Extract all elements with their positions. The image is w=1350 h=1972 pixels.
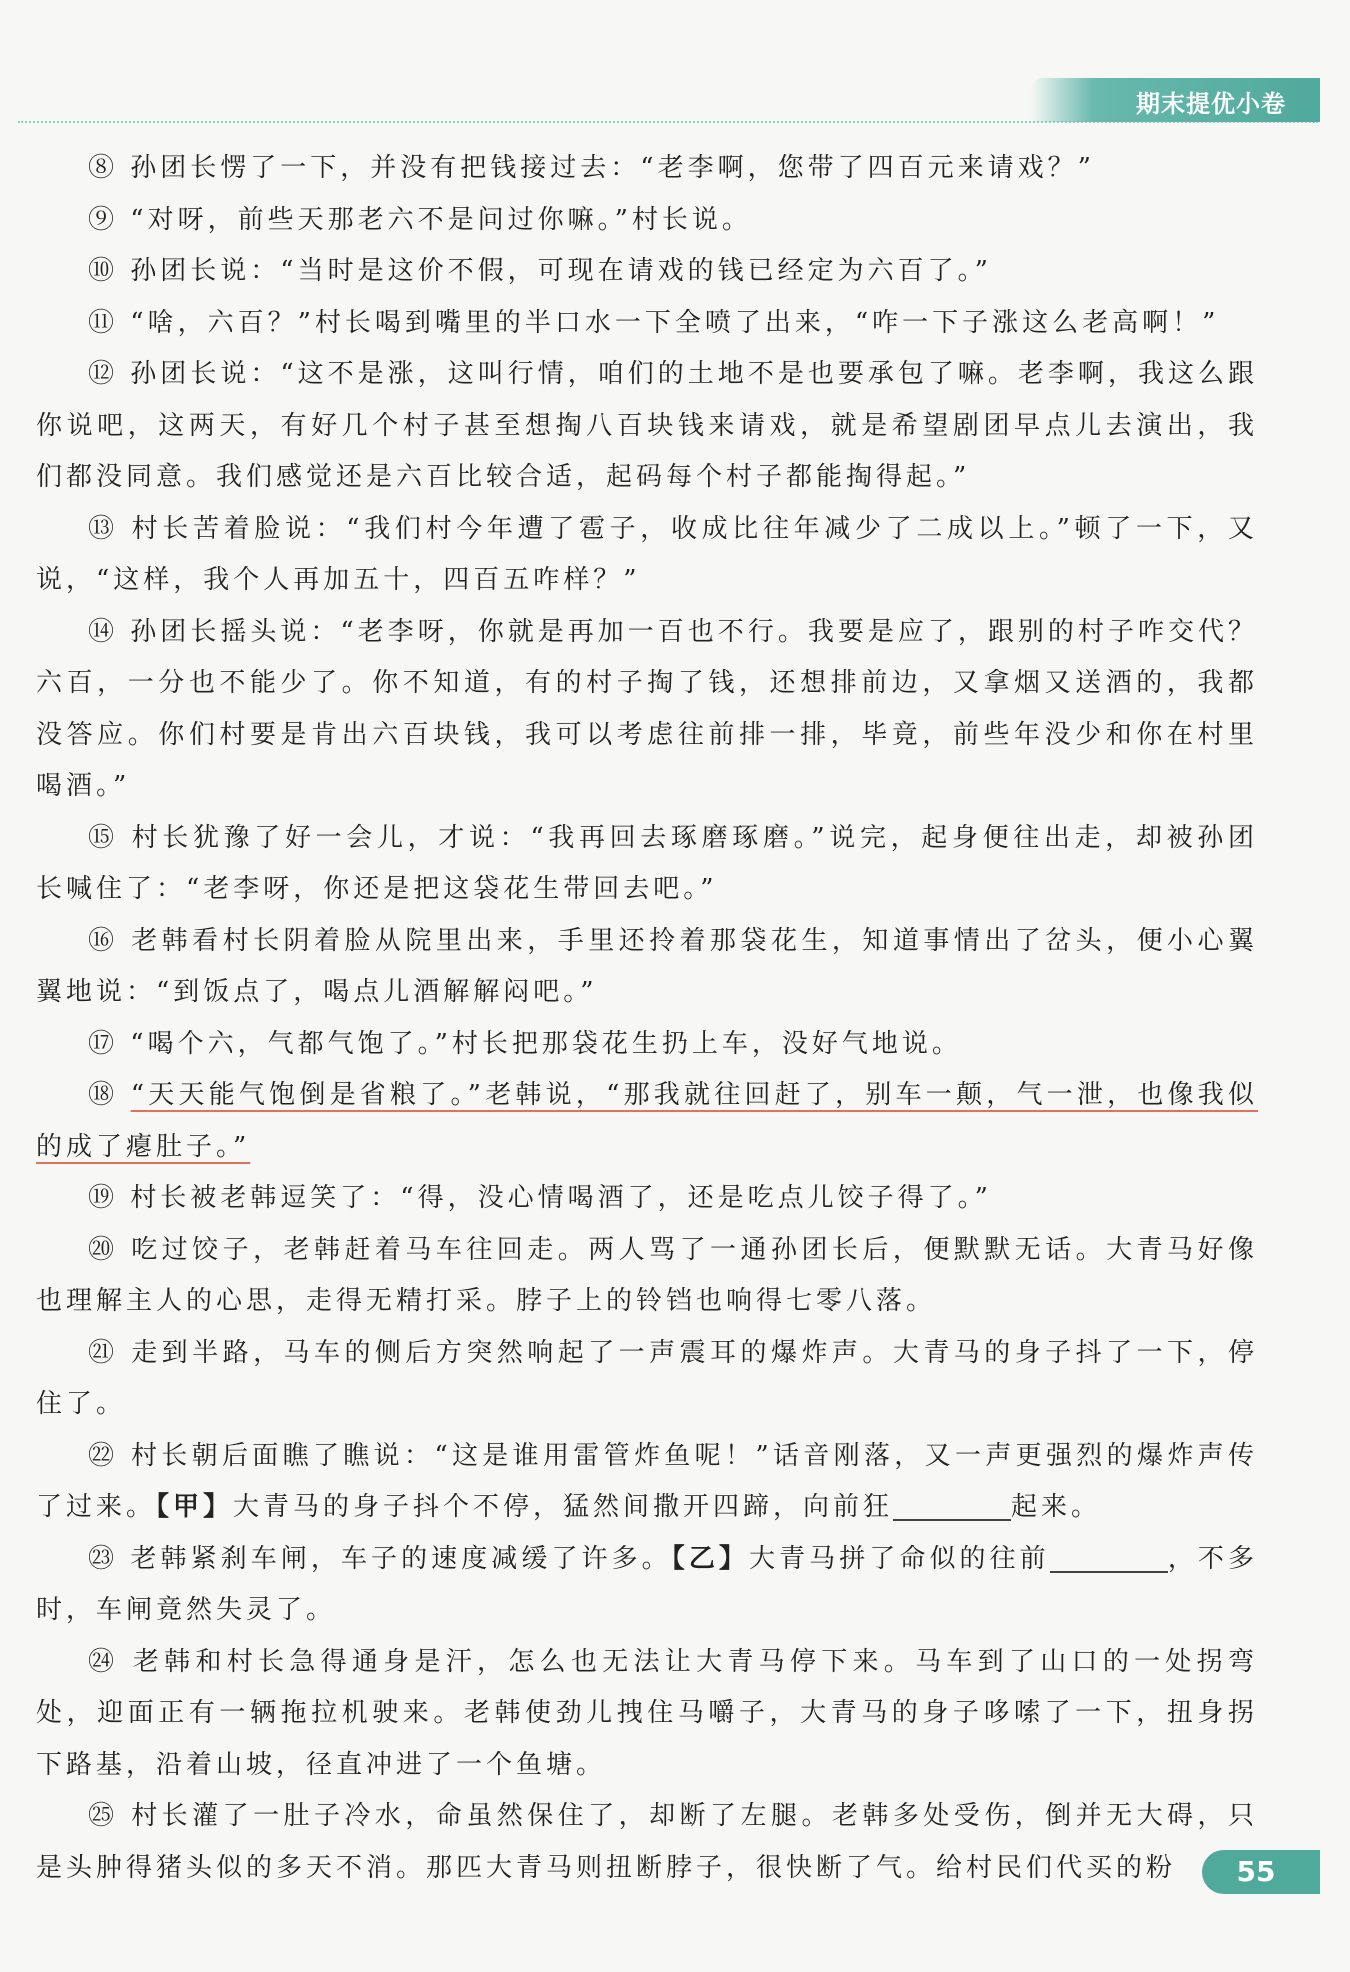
section-tab bbox=[1030, 78, 1320, 122]
paragraph-number: ⑳ bbox=[88, 1234, 119, 1265]
paragraph-16 bbox=[36, 916, 1258, 1019]
paragraph-number: ㉕ bbox=[88, 1801, 119, 1831]
paragraph-18 bbox=[36, 1070, 1258, 1173]
paragraph-20 bbox=[36, 1225, 1258, 1328]
paragraph-9 bbox=[36, 195, 1258, 247]
article-body bbox=[36, 143, 1258, 1894]
paragraph-22 bbox=[36, 1431, 1258, 1534]
underlined-sentence: “天天能气饱倒是省粮了。”老韩说，“那我就往回赶了，别车一颠，气一泄，也像我似的成了瘪肚子。” bbox=[36, 1080, 1258, 1162]
paragraph-15 bbox=[36, 813, 1258, 916]
paragraph-number: ㉒ bbox=[88, 1440, 119, 1471]
paragraph-number: ⑭ bbox=[88, 616, 119, 647]
paragraph-text: 村长苦着脸说：“我们村今年遭了雹子，收成比往年减少了二成以上。”顿了一下，又说，“这样，我个人再加五十，四百五咋样？” bbox=[36, 513, 1258, 595]
section-tab-label: 期末提优小卷 bbox=[1136, 90, 1286, 118]
paragraph-10 bbox=[36, 246, 1258, 298]
paragraph-text: 老韩和村长急得通身是汗，怎么也无法让大青马停下来。马车到了山口的一处拐弯处，迎面正有一辆拖拉机驶来。老韩使劲儿拽住马嚼子，大青马的身子哆嗦了一下，扭身拐下路基，沿着山坡，径直冲进了一个鱼塘。 bbox=[36, 1646, 1258, 1780]
paragraph-number: ⑩ bbox=[88, 256, 119, 286]
fill-in-blank[interactable] bbox=[1050, 1541, 1168, 1573]
paragraph-number: ⑮ bbox=[88, 822, 119, 853]
paragraph-text: “啥，六百？”村长喝到嘴里的半口水一下全喷了出来，“咋一下子涨这么老高啊！” bbox=[130, 307, 1220, 338]
paragraph-text: 大青马拼了命似的往前 bbox=[749, 1543, 1050, 1574]
paragraph-text: 村长犹豫了好一会儿，才说：“我再回去琢磨琢磨。”说完，起身便往出走，却被孙团长喊住了：“老李呀，你还是把这袋花生带回去吧。” bbox=[36, 822, 1258, 904]
paragraph-text: 老韩看村长阴着脸从院里出来，手里还拎着那袋花生，知道事情出了岔头，便小心翼翼地说：“到饭点了，喝点儿酒解解闷吧。” bbox=[36, 925, 1258, 1007]
paragraph-number: ㉓ bbox=[88, 1543, 119, 1574]
paragraph-21 bbox=[36, 1328, 1258, 1431]
page-number: 55 bbox=[1236, 1855, 1276, 1888]
paragraph-number: ⑪ bbox=[88, 307, 119, 338]
paragraph-text: 大青马的身子抖个不停，猛然间撒开四蹄，向前狂 bbox=[233, 1492, 894, 1522]
paragraph-text: 村长朝后面瞧了瞧说：“这是谁用雷管炸鱼呢！”话音刚落，又一声更强烈的爆炸声传了过来。 bbox=[36, 1440, 1258, 1522]
paragraph-13 bbox=[36, 504, 1258, 607]
paragraph-text: 起来。 bbox=[1011, 1492, 1102, 1522]
paragraph-text: 孙团长说：“当时是这价不假，可现在请戏的钱已经定为六百了。” bbox=[130, 256, 992, 286]
paragraph-text: 孙团长说：“这不是涨，这叫行情，咱们的土地不是也要承包了嘛。老李啊，我这么跟你说吧，这两天，有好几个村子甚至想掏八百块钱来请戏，就是希望剧团早点儿去演出，我们都没同意。我们感觉还是六百比较合适，起码每个村子都能掏得起。” bbox=[36, 359, 1258, 492]
paragraph-text: 吃过饺子，老韩赶着马车往回走。两人骂了一通孙团长后，便默默无话。大青马好像也理解主人的心思，走得无精打采。脖子上的铃铛也响得七零八落。 bbox=[36, 1234, 1258, 1316]
paragraph-19 bbox=[36, 1173, 1258, 1225]
paragraph-number: ⑬ bbox=[88, 513, 119, 544]
paragraph-number: ⑫ bbox=[88, 359, 119, 389]
paragraph-text: 老韩紧刹车闸，车子的速度减缓了许多。 bbox=[130, 1543, 672, 1574]
paragraph-number: ⑰ bbox=[88, 1028, 119, 1059]
paragraph-number: ⑨ bbox=[88, 204, 119, 235]
paragraph-14 bbox=[36, 607, 1258, 813]
fill-in-blank[interactable] bbox=[893, 1489, 1011, 1521]
paragraph-8 bbox=[36, 143, 1258, 195]
paragraph-17 bbox=[36, 1019, 1258, 1071]
paragraph-text: “对呀，前些天那老六不是问过你嘛。”村长说。 bbox=[130, 204, 752, 235]
paragraph-text: 走到半路，马车的侧后方突然响起了一声震耳的爆炸声。大青马的身子抖了一下，停住了。 bbox=[36, 1337, 1258, 1419]
paragraph-24 bbox=[36, 1637, 1258, 1792]
paragraph-number: ㉔ bbox=[88, 1646, 120, 1677]
paragraph-number: ⑲ bbox=[88, 1183, 119, 1213]
paragraph-number: ⑱ bbox=[88, 1080, 119, 1110]
paragraph-12 bbox=[36, 349, 1258, 504]
paragraph-text: 村长被老韩逗笑了：“得，没心情喝酒了，还是吃点儿饺子得了。” bbox=[130, 1183, 992, 1213]
marker-jia: 【甲】 bbox=[156, 1492, 234, 1522]
paragraph-text: 孙团长摇头说：“老李呀，你就是再加一百也不行。我要是应了，跟别的村子咋交代？六百，一分也不能少了。你不知道，有的村子掏了钱，还想排前边，又拿烟又送酒的，我都没答应。你们村要是肯出六百块钱，我可以考虑往前排一排，毕竟，前些年没少和你在村里喝酒。” bbox=[36, 616, 1258, 801]
paragraph-number: ⑯ bbox=[88, 925, 119, 956]
marker-yi: 【乙】 bbox=[671, 1543, 749, 1574]
paragraph-25 bbox=[36, 1791, 1258, 1894]
paragraph-text: 村长灌了一肚子冷水，命虽然保住了，却断了左腿。老韩多处受伤，倒并无大碍，只是头肿得猪头似的多天不消。那匹大青马则扭断脖子，很快断了气。给村民们代买的粉 bbox=[36, 1801, 1258, 1883]
paragraph-11 bbox=[36, 298, 1258, 350]
paragraph-text: ，不多时，车闸竟然失灵了。 bbox=[36, 1543, 1258, 1625]
paragraph-number: ⑧ bbox=[88, 153, 119, 183]
page-number-badge bbox=[1202, 1850, 1320, 1894]
paragraph-number: ㉑ bbox=[88, 1337, 119, 1368]
paragraph-text: 孙团长愣了一下，并没有把钱接过去：“老李啊，您带了四百元来请戏？” bbox=[130, 153, 1095, 183]
paragraph-text: “喝个六，气都气饱了。”村长把那袋花生扔上车，没好气地说。 bbox=[130, 1028, 962, 1059]
paragraph-23 bbox=[36, 1534, 1258, 1637]
